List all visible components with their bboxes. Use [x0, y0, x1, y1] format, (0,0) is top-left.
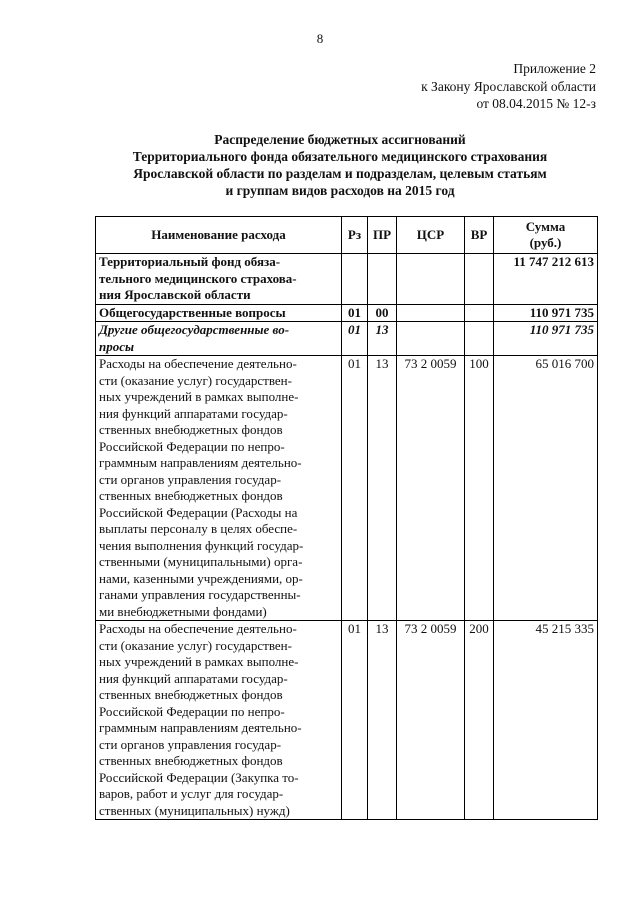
header-pr: ПР [368, 217, 397, 254]
appendix-line: к Закону Ярославской области [421, 78, 596, 94]
row-csr [397, 322, 465, 356]
row-rz: 01 [342, 322, 368, 356]
row-csr [397, 254, 465, 305]
header-name: Наименование расхода [96, 217, 342, 254]
title-line: и группам видов расходов на 2015 год [225, 183, 455, 198]
header-csr: ЦСР [397, 217, 465, 254]
row-name: Другие общегосударственные во- просы [96, 322, 342, 356]
title-line: Ярославской области по разделам и подразделам, целевым статьям [133, 166, 547, 181]
row-vr [465, 304, 494, 322]
title-line: Распределение бюджетных ассигнований [214, 132, 466, 147]
row-vr [465, 322, 494, 356]
row-pr: 13 [368, 322, 397, 356]
row-csr: 73 2 0059 [397, 356, 465, 621]
row-rz [342, 254, 368, 305]
row-rz: 01 [342, 356, 368, 621]
table-row [96, 322, 598, 356]
budget-table [95, 216, 598, 820]
row-pr: 00 [368, 304, 397, 322]
row-sum: 11 747 212 613 [494, 254, 598, 305]
row-sum: 65 016 700 [494, 356, 598, 621]
row-vr [465, 254, 494, 305]
row-name: Территориальный фонд обяза- тельного медицинского страхова- ния Ярославской области [96, 254, 342, 305]
title-line: Территориального фонда обязательного медицинского страхования [132, 149, 548, 164]
row-name: Расходы на обеспечение деятельно- сти (оказание услуг) государствен- ных учреждений в рамках выполне- ния функций аппаратами государ- ственных внебюджетных фондов Российской Федерации по непро- граммным направлениям деятельно- сти органов управления государ- ственных внебюджетных фондов Российской Федерации (Расходы на выплаты персоналу в целях обеспе- чения выполнения функций государ- ственными (муниципальными) орга- нами, казенными учреждениями, ор- ганами управления государственны- ми внебюджетными фондами) [96, 356, 342, 621]
appendix-line: Приложение 2 [513, 61, 596, 76]
header-rz: Рз [342, 217, 368, 254]
row-vr: 100 [465, 356, 494, 621]
row-name: Общегосударственные вопросы [96, 304, 342, 322]
header-sum: Сумма (руб.) [494, 217, 598, 254]
header-vr: ВР [465, 217, 494, 254]
row-vr: 200 [465, 621, 494, 820]
table-row [96, 356, 598, 621]
row-sum: 45 215 335 [494, 621, 598, 820]
row-pr: 13 [368, 621, 397, 820]
row-rz: 01 [342, 621, 368, 820]
document-title [70, 131, 610, 199]
row-pr: 13 [368, 356, 397, 621]
table-row [96, 254, 598, 305]
table-header-row [96, 217, 598, 254]
page-number: 8 [316, 31, 324, 46]
row-sum: 110 971 735 [494, 322, 598, 356]
row-pr [368, 254, 397, 305]
table-row [96, 621, 598, 820]
row-csr: 73 2 0059 [397, 621, 465, 820]
row-name: Расходы на обеспечение деятельно- сти (оказание услуг) государствен- ных учреждений в рамках выполне- ния функций аппаратами государ- ственных внебюджетных фондов Российской Федерации по непро- граммным направлениям деятельно- сти органов управления государ- ственных внебюджетных фондов Российской Федерации (Закупка то- варов, работ и услуг для государ- ственных (муниципальных) нужд) [96, 621, 342, 820]
appendix-line: от 08.04.2015 № 12-з [476, 96, 596, 111]
appendix-note [421, 60, 596, 113]
row-rz: 01 [342, 304, 368, 322]
row-sum: 110 971 735 [494, 304, 598, 322]
table-row [96, 304, 598, 322]
row-csr [397, 304, 465, 322]
